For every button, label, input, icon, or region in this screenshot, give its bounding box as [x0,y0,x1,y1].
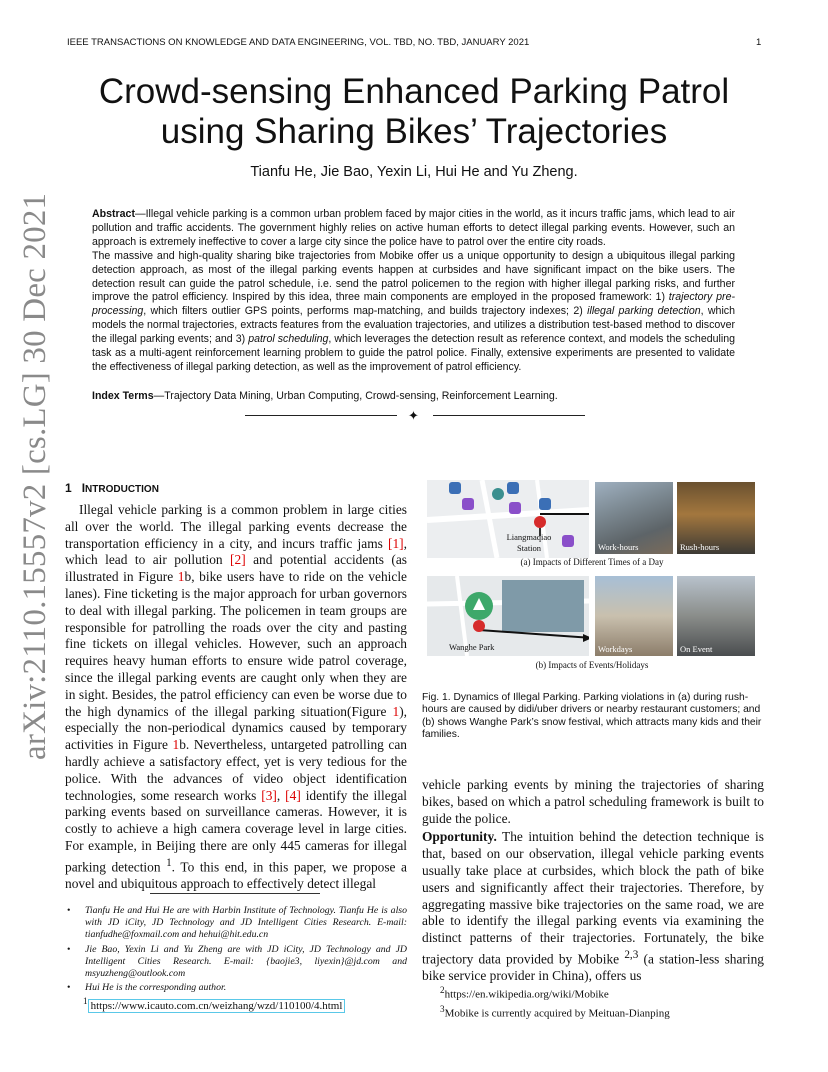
bullet-icon: • [67,982,71,994]
opportunity-paragraph: Opportunity. The intuition behind the detection technique is that, based on our observation, illegal vehicle parking events usually take place at curbsides, which block the path of bike users and significantly affect their trajectories. Therefore, by aggregating massive bike trajectories on the same road, we are able to identify the illegal parking events via examining the distinct patterns of their trajectories. Fortunately, the bike trajectory data provided by Mobike $^{2,3}$ (a station-less sharing bike service provider in China), offers us [422,829,764,984]
author-footnotes [65,905,407,996]
poi-icon [539,498,551,510]
divider-line-left [245,415,397,416]
photo-workdays [595,576,673,656]
right-column-text [422,777,764,985]
abstract-text-2d: , which leverages the detection result as reference context, and models the scheduling task as a multi-agent reinforcement learning problem to guide the patrol police. Finally, extensive experiments are presented to validate the effectiveness of illegal parking detection, as well as the improvement of patrol efficiency. [92,333,735,373]
figure-1 [427,480,757,680]
park-label: Wanghe Park [449,642,495,652]
figure-caption: Fig. 1. Dynamics of Illegal Parking. Parking violations in (a) during rush-hours are caused by didi/uber drivers or nearby restaurant customers; and (b) shows Wanghe Park’s snow festival, which attracts many kids and their families. [422,692,762,741]
photo-label-rush-hours: Rush-hours [680,542,720,552]
title-line-1: Crowd-sensing Enhanced Parking Patrol [98,72,730,111]
figure-ref-link[interactable]: 1 [392,703,400,719]
running-header: IEEE TRANSACTIONS ON KNOWLEDGE AND DATA ENGINEERING, VOL. TBD, NO. TBD, JANUARY 2021 [67,37,530,48]
section-divider [245,409,585,423]
footnote-item: • Hui He is the corresponding author. [67,982,227,994]
poi-icon [509,502,521,514]
abstract-text-2b: , which filters outlier GPS points, performs map-matching, and builds trajectory indexes; 2) [143,305,588,318]
abstract-text-2c: , which models the normal trajectories, extracts features from the evaluation trajectories, and utilizes a distribution test-based method to discover the illegal parking events; and 3) [92,305,735,346]
poi-icon [507,482,519,494]
bullet-icon: • [67,905,71,916]
footnote-url-link[interactable]: https://www.icauto.com.cn/weizhang/wzd/110100/4.html [88,999,346,1013]
abstract-text-1: —Illegal vehicle parking is a common urban problem faced by major cities in the world, as it incurs traffic jams, which lead to air pollution and traffic accidents. The government highly relies on active human efforts to detect illegal parking events. However, such an approach is extremely ineffective to cover a large city since the police have to patrol over the entire city roads. [92,208,735,248]
footnote-item: • Tianfu He and Hui He are with Harbin Institute of Technology. Tianfu He is also with JD iCity, JD Technology and JD Intelligent Cities Research. E-mail: tianfudhe@foxmail.com and hehui@hit.edu.cn [67,905,407,941]
abstract [92,208,735,375]
footnote-rule [150,893,320,894]
footnote-number: 1 [83,996,88,1006]
citation-link[interactable]: [4] [285,787,301,803]
right-paragraph-1: vehicle parking events by mining the trajectories of sharing bikes, based on which a patrol scheduling framework is built to guide the police. [422,777,764,826]
poi-icon [562,535,574,547]
section-title-initial: I [81,481,86,495]
photo-label-work-hours: Work-hours [598,542,639,552]
right-footnotes [440,983,670,1020]
footnote-mark[interactable]: 1 [166,856,172,869]
divider-diamond-icon: ✦ [408,408,419,423]
opportunity-label: Opportunity. [422,829,497,845]
footnote-item: $^2$https://en.wikipedia.org/wiki/Mobike [440,985,609,1001]
authors: Tianfu He, Jie Bao, Yexin Li, Hui He and Yu Zheng. [250,164,578,180]
page-number: 1 [756,37,762,48]
bullet-icon: • [67,943,71,955]
intro-paragraph [65,502,407,893]
footnote-item: • Jie Bao, Yexin Li and Yu Zheng are with JD iCity, JD Technology and JD Intelligent Cities Research. E-mail: {baojie3, liyexin}@jd.com and msyuzheng@outlook.com [67,943,407,980]
abstract-label: Abstract [92,208,135,220]
footnote-item: $^3$Mobike is currently acquired by Meituan-Dianping [440,1003,670,1020]
poi-icon [462,498,474,510]
index-terms [92,390,735,402]
poi-icon [449,482,461,494]
poi-icon [492,488,504,500]
photo-label-workdays: Workdays [598,644,633,654]
divider-line-right [433,415,585,416]
citation-link[interactable]: [2] [230,552,246,568]
component-2: illegal parking detection [587,305,701,318]
citation-link[interactable]: [3] [261,787,277,803]
title-line-2: using Sharing Bikes’ Trajectories [160,112,668,151]
map-liangmaqiao [427,480,589,558]
intro-text: Illegal vehicle parking is a common problem in large cities all over the world. The illegal parking events decrease the transportation efficiency in a city, and incurs traffic jams [1], which lead to air pollution [2] and potential accidents (as illustrated in Figure 1b, bike users have to ride on the vehicle lanes). Fine ticketing is the major approach for urban governors to deal with illegal parking. The policemen in team groups are responsible for patrolling the roads over the city and pasting fine tickets on illegal vehicles. However, such an approach requires heavy human efforts to ensure wide patrol coverage, since the illegal parking events are caught only when they are in sight. Besides, the patrol efficiency can even be worse due to the high dynamics of the illegal parking situation(Figure 1), especially the non-periodical dynamics caused by temporary activities in Figure 1b. Nevertheless, untargeted patrolling can hardly achieve a satisfactory effect, yet is very tedious for the police. With the advances of video object identification technologies, some research works [3], [4] identify the illegal parking events based on surveillance cameras. However, it is costly to achieve a high camera coverage level in large cities. For example, in Beijing there are only 445 cameras for illegal parking detection $^1$. To this end, in this paper, we propose a novel and ubiquitous approach to effectively detect illegal [65,502,408,891]
section-title-rest: NTRODUCTION [85,484,159,495]
subcaption-a: (a) Impacts of Different Times of a Day [520,557,664,567]
component-1: trajectory pre-processing [92,291,735,318]
index-terms-text: —Trajectory Data Mining, Urban Computing, Crowd-sensing, Reinforcement Learning. [153,390,558,402]
footnote-mark[interactable]: 2,3 [624,948,639,961]
arxiv-stamp: arXiv:2110.15557v2 [cs.LG] 30 Dec 2021 [17,192,53,760]
abstract-p2 [92,250,735,375]
citation-link[interactable]: [1] [388,535,404,551]
section-heading [65,481,159,495]
section-number: 1 [65,481,72,495]
abstract-p1 [92,208,735,250]
subcaption-b: (b) Impacts of Events/Holidays [535,660,649,670]
url-footnote [83,996,345,1012]
photo-rush-hours [677,482,755,554]
figure-ref-link[interactable]: 1 [177,569,185,585]
map-wanghe-park [427,576,589,656]
footnote-link[interactable]: https://en.wikipedia.org/wiki/Mobike [444,988,609,1001]
index-terms-label: Index Terms [92,390,154,402]
abstract-text-2a: The massive and high-quality sharing bike trajectories from Mobike offer us a unique opportunity to design a ubiquitous illegal parking detection approach, as most of the illegal parking events happen at curbsides and have significant impact on the bike users. The detection result can guide the patrol schedule, i.e. send the patrol policemen to the region with higher illegal parking risks, and further improve the patrol efficiency. Inspired by this idea, three main components are employed in the proposed framework: 1) [92,249,735,304]
photo-label-on-event: On Event [680,644,713,654]
paper-title [90,72,738,152]
photo-on-event [677,576,755,656]
station-label: Liangmaqiao Station [506,532,552,553]
photo-work-hours [595,482,673,554]
figure-ref-link[interactable]: 1 [172,737,180,753]
component-3: patrol scheduling [248,333,329,346]
